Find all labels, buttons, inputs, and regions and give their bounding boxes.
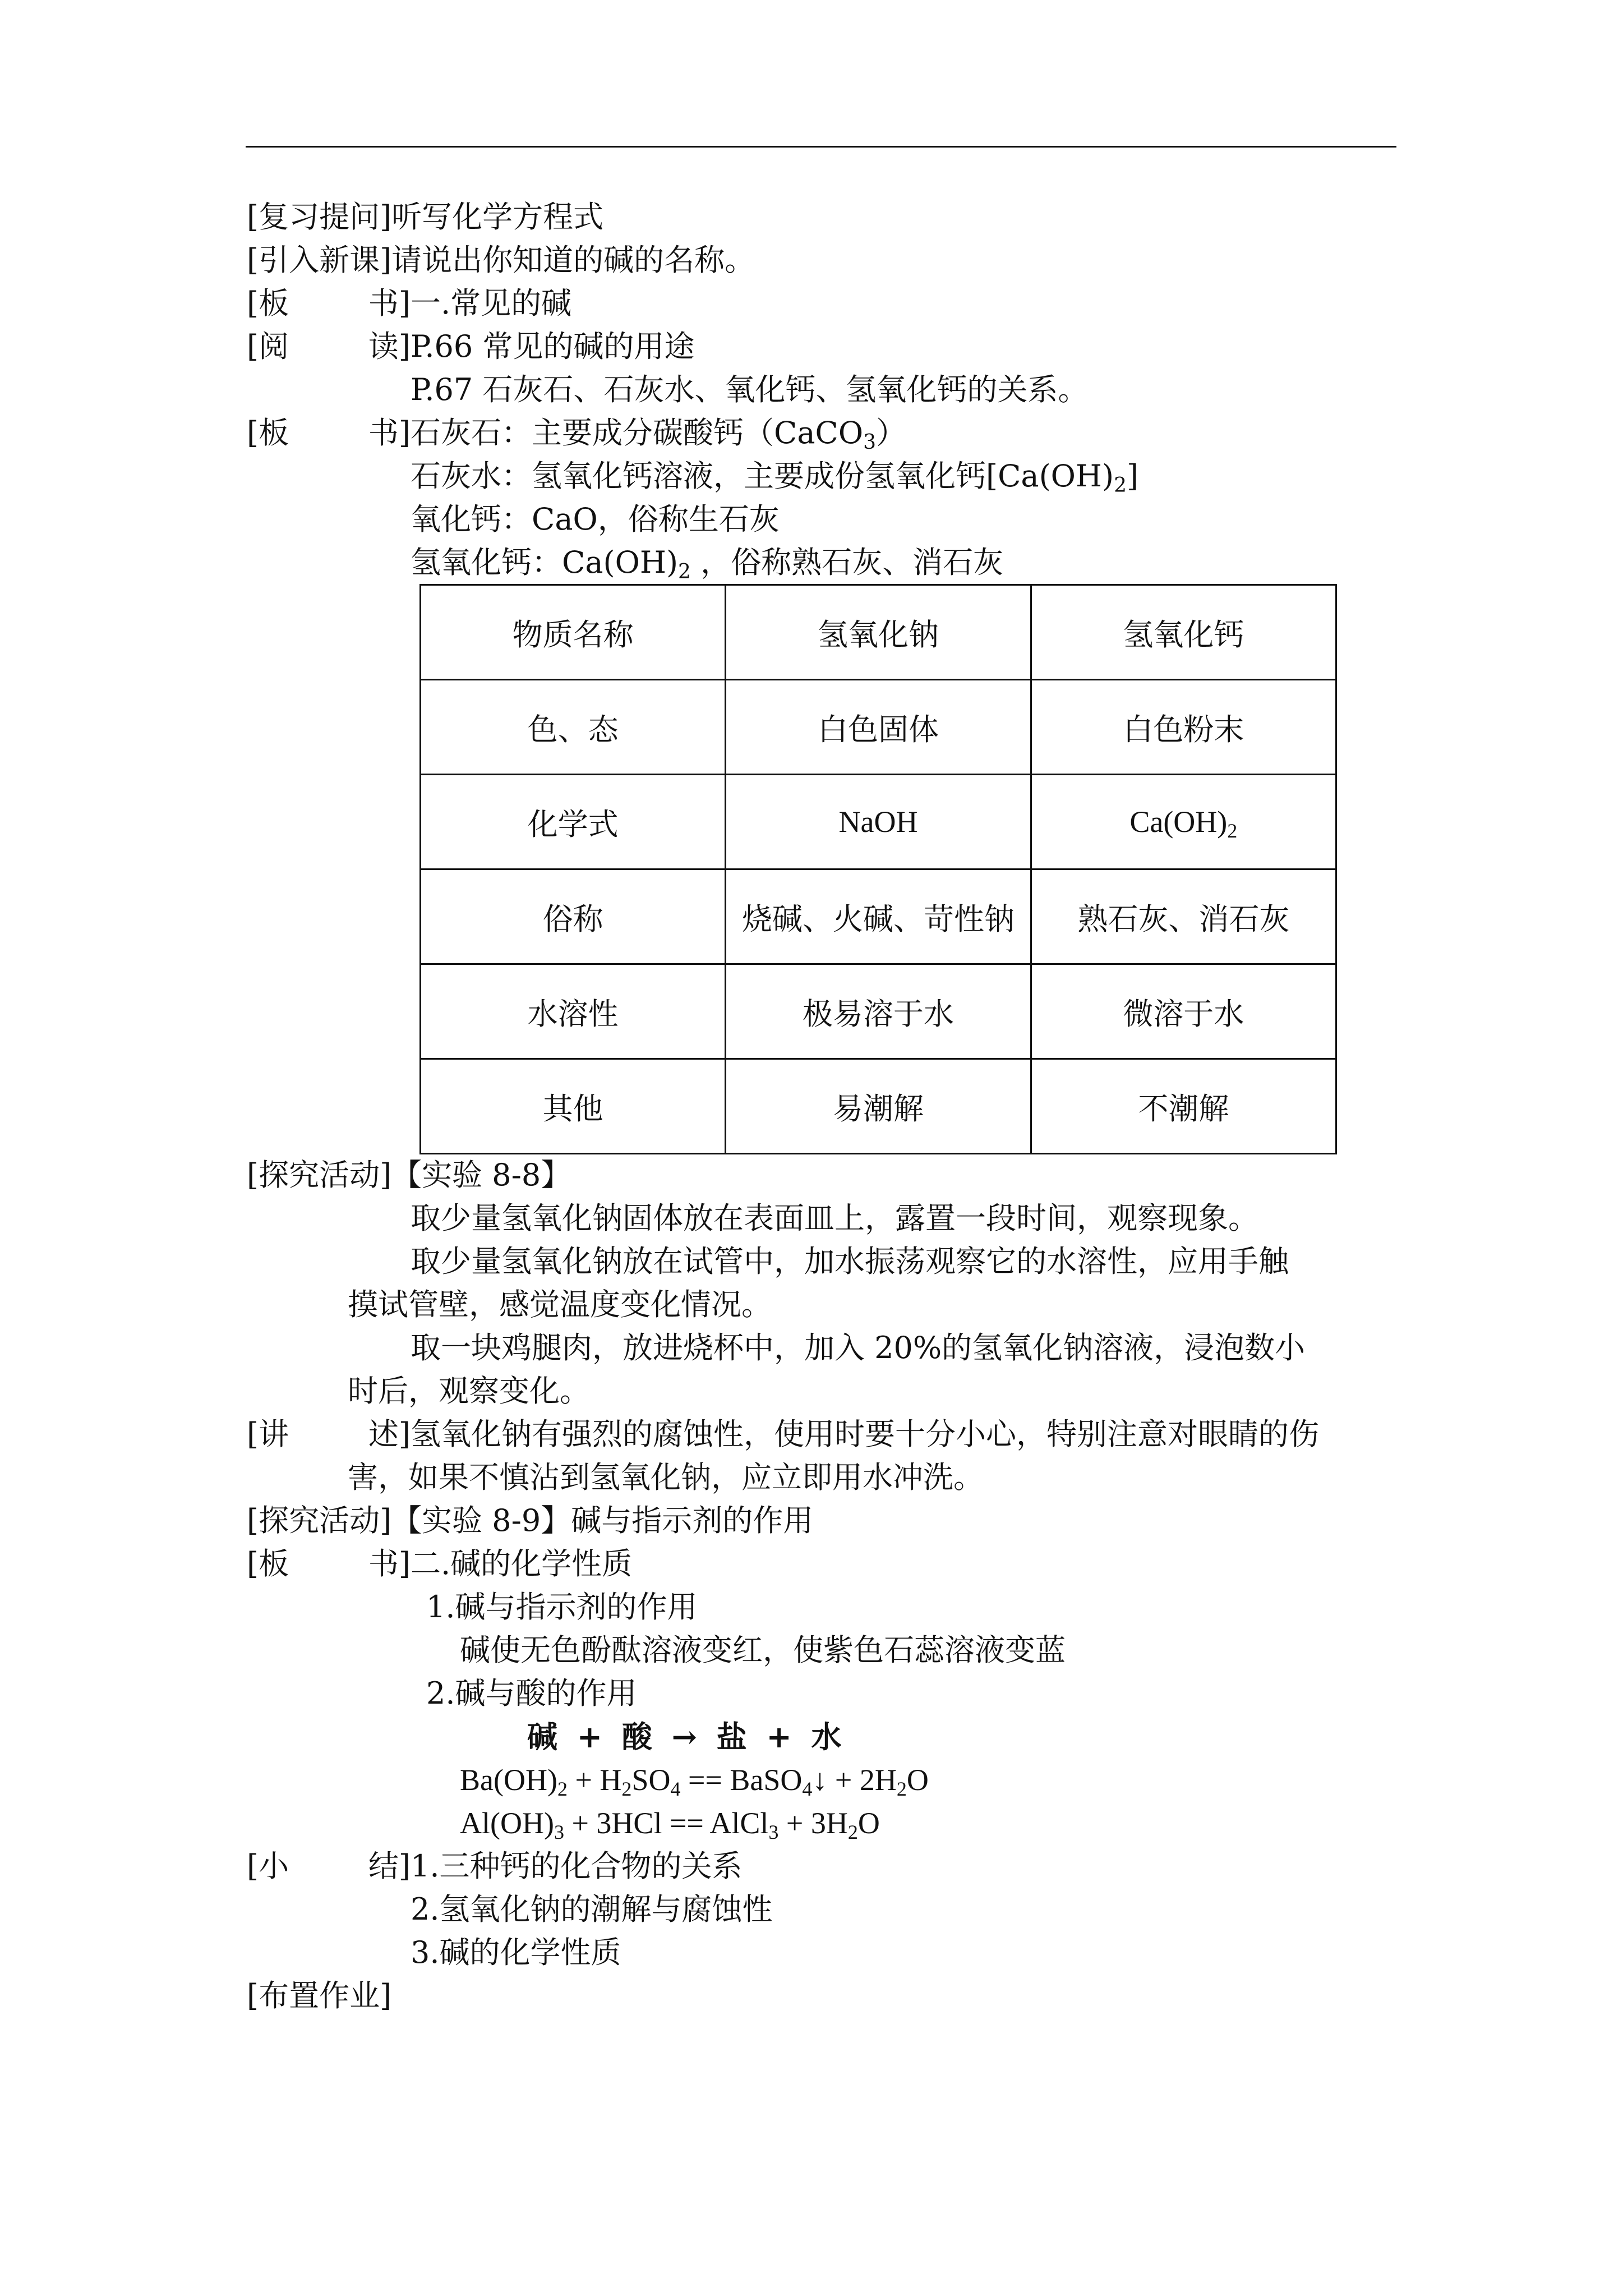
tag-label-a: [讲 [247,1416,289,1452]
line-lecture [247,1416,1319,1452]
subscript: 2 [1227,820,1238,842]
paragraph-3b: 时后，观察变化。 [348,1373,590,1409]
eq-part: + 3HCl == AlCl [564,1806,769,1840]
table-cell: 物质名称 [421,585,726,680]
tag-label-b: 结] [368,1848,411,1884]
tag-label-a: [板 [247,1546,289,1581]
word-equation: 碱 + 酸 → 盐 + 水 [527,1719,846,1755]
table-cell: 白色粉末 [1031,680,1336,775]
line-text: 石灰水：氢氧化钙溶液，主要成份氢氧化钙[Ca(OH) [411,458,1114,494]
line-board-3 [247,1546,633,1581]
equation-2 [460,1806,880,1843]
tag-label-a: [板 [247,415,289,450]
paragraph-2a: 取少量氢氧化钠放在试管中，加水振荡观察它的水溶性，应用手触 [411,1244,1289,1279]
table-cell: NaOH [726,775,1031,869]
table-cell: 微溶于水 [1031,964,1336,1059]
line-inquiry-1 [247,1157,571,1193]
table-row [421,964,1336,1059]
table-cell: 水溶性 [421,964,726,1059]
line-text: 请说出你知道的碱的名称。 [391,242,755,278]
line-review-question [247,199,604,234]
line-summary [247,1848,743,1884]
tag-label-b: 读] [368,329,411,364]
table-row [421,680,1336,775]
tag-label: [探究活动] [247,1157,392,1193]
line-end: ] [1126,458,1139,494]
line-text: 【实验 8-8】 [391,1157,571,1193]
subscript: 2 [847,1821,858,1843]
subscript: 2 [621,1778,632,1800]
table-row [421,775,1336,869]
eq-part: SO [631,1763,671,1797]
tag-label-a: [小 [247,1848,289,1884]
table-cell: 熟石灰、消石灰 [1031,869,1336,964]
subscript: 4 [802,1778,813,1800]
subscript: 2 [896,1778,907,1800]
formula-text: Ca(OH) [1129,805,1228,839]
eq-part: + H [567,1763,622,1797]
subscript: 3 [863,431,877,454]
paragraph-2b: 摸试管壁，感觉温度变化情况。 [348,1287,772,1322]
line-inquiry-2 [247,1503,814,1538]
line-reading-2: P.67 石灰石、石灰水、氧化钙、氢氧化钙的关系。 [411,372,1089,407]
eq-part: == BaSO [680,1763,803,1797]
line-homework: [布置作业] [247,1978,392,2013]
subscript: 2 [557,1778,568,1800]
line-intro-new-lesson [247,242,755,278]
table-row [421,869,1336,964]
subscript: 3 [554,1821,564,1843]
line-calcium-oxide: 氧化钙：CaO，俗称生石灰 [411,501,780,537]
tag-label: [引入新课] [247,242,392,278]
summary-item-2: 2.氢氧化钠的潮解与腐蚀性 [411,1892,773,1927]
tag-label-b: 书] [368,1546,411,1581]
line-text: 【实验 8-9】碱与指示剂的作用 [391,1503,814,1538]
table-cell [1031,775,1336,869]
header-rule [246,146,1396,148]
table-cell: 氢氧化钙 [1031,585,1336,680]
line-board-2 [247,415,907,454]
tag-label-b: 书] [368,415,411,450]
line-reading [247,329,695,364]
eq-part: Ba(OH) [460,1763,557,1797]
sub-heading-2: 2.碱与酸的作用 [426,1676,637,1711]
table-row [421,1059,1336,1154]
subscript: 3 [768,1821,779,1843]
paragraph-3a: 取一块鸡腿肉，放进烧杯中，加入 20%的氢氧化钠溶液，浸泡数小 [411,1330,1306,1365]
line-calcium-hydroxide [411,545,1004,583]
line-end: ，俗称熟石灰、消石灰 [690,545,1004,580]
line-text: 1.三种钙的化合物的关系 [411,1848,743,1884]
line-text: 氢氧化钙：Ca(OH) [411,545,679,580]
line-board-1 [247,288,571,319]
table-cell: 俗称 [421,869,726,964]
table-cell: 极易溶于水 [726,964,1031,1059]
line-text: 听写化学方程式 [391,199,604,234]
line-limewater [411,458,1139,497]
summary-item-3: 3.碱的化学性质 [411,1935,621,1970]
line-text: 氢氧化钠有强烈的腐蚀性，使用时要十分小心，特别注意对眼睛的伤 [411,1416,1319,1452]
line-text: P.66 常见的碱的用途 [411,329,695,364]
indicator-description: 碱使无色酚酞溶液变红，使紫色石蕊溶液变蓝 [460,1632,1066,1668]
eq-part: + 3H [778,1806,848,1840]
table-cell: 白色固体 [726,680,1031,775]
tag-label-a: [阅 [247,329,289,364]
eq-part: Al(OH) [460,1806,554,1840]
subscript: 2 [1114,474,1127,497]
equation-1 [460,1763,929,1800]
subscript: 4 [670,1778,681,1800]
table-cell: 不潮解 [1031,1059,1336,1154]
tag-label: [探究活动] [247,1503,392,1538]
line-end: ） [876,415,907,450]
table-cell: 其他 [421,1059,726,1154]
eq-part: O [906,1763,929,1797]
table-cell: 氢氧化钠 [726,585,1031,680]
tag-label-a: [板 [247,286,289,321]
line-lecture-cont: 害，如果不慎沾到氢氧化钠，应立即用水冲洗。 [348,1460,984,1495]
eq-part: ↓ + 2H [812,1763,897,1797]
line-text: 一.常见的碱 [411,286,572,321]
table-cell: 化学式 [421,775,726,869]
table-cell: 易潮解 [726,1059,1031,1154]
line-text: 二.碱的化学性质 [411,1546,633,1581]
table-cell: 色、态 [421,680,726,775]
eq-part: O [857,1806,880,1840]
tag-label-b: 书] [368,286,411,321]
base-properties-table [419,584,1337,1154]
paragraph-1: 取少量氢氧化钠固体放在表面皿上，露置一段时间，观察现象。 [411,1200,1258,1236]
line-text: 石灰石：主要成分碳酸钙（CaCO [411,415,864,450]
subscript: 2 [678,560,691,583]
table-row [421,585,1336,680]
tag-label: [复习提问] [247,199,392,234]
sub-heading-1: 1.碱与指示剂的作用 [426,1589,698,1625]
table-cell: 烧碱、火碱、苛性钠 [726,869,1031,964]
tag-label-b: 述] [368,1416,411,1452]
